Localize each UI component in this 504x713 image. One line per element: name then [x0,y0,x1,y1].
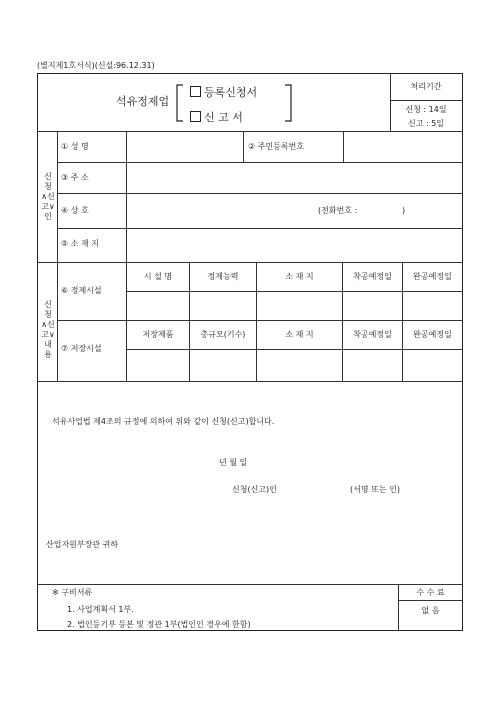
fee-value: 없 음 [421,606,440,615]
row-line [126,349,462,350]
storage-header: 저장제품 [142,330,174,339]
refinery-header: 완공예정일 [413,272,452,281]
option-registration-label: 등록신청서 [204,86,258,99]
signature-label: (서명 또는 인) [350,485,400,494]
phone-close: ) [402,206,406,215]
form-number-note: (별지제1호서식)(신설:96.12.31) [37,61,155,70]
processing-apply: 신청 : 14일 [405,105,447,114]
declaration-date: 년 월 일 [219,458,248,467]
refinery-label: ⑥ 정제시설 [61,286,102,295]
storage-header: 완공예정일 [413,330,452,339]
address-field[interactable] [127,163,461,192]
applicant-section-label-line: 신청 [44,172,52,191]
option-registration[interactable] [190,86,257,98]
contents-top-line [37,262,462,263]
addressee: 산업자원부장관 귀하 [46,540,119,549]
col-line [243,131,244,162]
required-docs-label: ※ 구비서류 [52,588,93,597]
fee-separator [398,600,462,601]
option-report-label: 신 고 서 [204,111,243,124]
row-line [57,320,462,321]
storage-header: 착공예정일 [353,330,392,339]
frame-bottom [37,630,463,631]
contents-section-label-line: 내용 [44,340,52,359]
address-label: ③ 주 소 [61,173,89,182]
processing-separator [390,100,462,101]
required-doc-item: 1. 사업계획서 1부. [67,605,134,614]
refinery-header: 정제능력 [207,272,239,281]
registration-checkbox[interactable] [190,86,201,97]
form-title: 석유정제업 [116,95,170,108]
declaration-statement: 석유사업법 제4조의 규정에 의하여 위와 같이 신청(신고)합니다. [52,417,275,426]
fee-label: 수 수 료 [416,588,445,597]
required-doc-item: 2. 법인등기부 등본 및 정관 1부(법인인 경우에 한함) [67,620,251,629]
resident-number-label: ② 주민등록번호 [248,142,305,151]
resident-number-field[interactable] [344,132,461,161]
report-checkbox[interactable] [190,111,201,122]
location-label: ⑤ 소 재 지 [61,239,99,248]
storage-label: ⑦ 저장시설 [61,344,102,353]
processing-report: 신고 : 5일 [407,119,445,128]
contents-section-label-line: 고∨ [41,330,55,339]
name-label: ① 성 명 [61,142,89,151]
declaration-applicant: 신청(신고)인 [232,485,277,494]
applicant-section-label-line: ∧신 [41,192,55,201]
contents-section-label-line: 신청 [44,300,52,319]
trade-name-label: ④ 상 호 [61,206,89,215]
refinery-header: 시 설 명 [143,272,173,281]
declaration-top-line [37,381,462,382]
applicant-section-label-line: 고∨ [41,202,55,211]
storage-header: 소 재 지 [285,330,314,339]
frame-top [37,73,463,74]
phone-label: (전화번호 : [318,206,358,215]
refinery-header: 착공예정일 [353,272,392,281]
location-field[interactable] [127,229,461,261]
contents-section-label-line: ∧신 [41,320,55,329]
name-field[interactable] [127,132,242,161]
frame-right [462,73,463,630]
row-line [126,291,462,292]
contents-section-label [41,300,55,360]
section-label-divider [57,131,58,381]
applicant-section-label [41,172,55,222]
storage-header: 총규모(기수) [200,330,246,339]
applicant-section-label-line: 인 [44,212,52,221]
frame-left [37,73,38,630]
option-report[interactable] [190,111,243,123]
refinery-header: 소 재 지 [285,272,314,281]
trade-name-field[interactable] [127,194,461,227]
processing-label: 처리기간 [410,82,442,91]
